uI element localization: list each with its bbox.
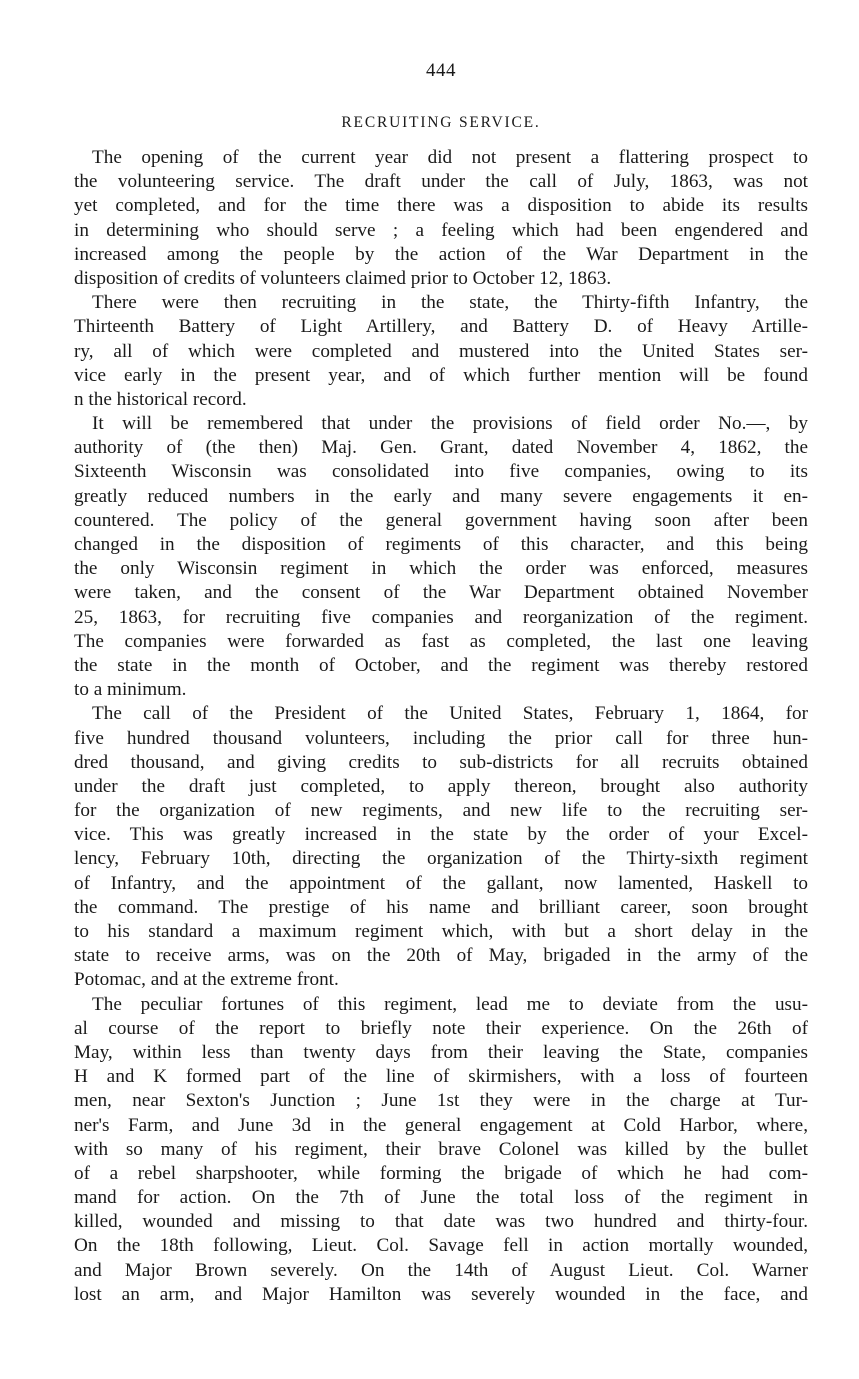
- text-line: There were then recruiting in the state, the Thirty-fifth Infantry, the: [92, 292, 808, 314]
- text-line: The peculiar fortunes of this regiment, lead me to deviate from the usu-: [92, 993, 808, 1015]
- text-line: lency, February 10th, directing the organization of the Thirty-sixth regiment: [74, 848, 808, 870]
- paragraph-1: [74, 146, 808, 291]
- text-line: countered. The policy of the general government having soon after been: [74, 509, 808, 531]
- text-line: The opening of the current year did not present a flattering prospect to: [92, 147, 808, 168]
- text-line: for the organization of new regiments, and new life to the recruiting ser-: [74, 800, 808, 822]
- running-head: RECRUITING SERVICE.: [341, 114, 541, 131]
- text-line: under the draft just completed, to apply thereon, brought also authority: [74, 775, 808, 797]
- paragraph-3: [74, 412, 808, 702]
- text-line: of Infantry, and the appointment of the gallant, now lamented, Haskell to: [74, 872, 808, 894]
- text-line: Sixteenth Wisconsin was consolidated into five companies, owing to its: [74, 461, 808, 483]
- text-line: men, near Sexton's Junction ; June 1st they were in the charge at Tur-: [74, 1090, 808, 1112]
- text-line: of a rebel sharpshooter, while forming the brigade of which he had com-: [74, 1162, 808, 1184]
- text-line: vice early in the present year, and of which further mention will be found: [74, 364, 808, 386]
- text-line: authority of (the then) Maj. Gen. Grant, dated November 4, 1862, the: [74, 437, 808, 459]
- text-line: five hundred thousand volunteers, including the prior call for three hun-: [74, 727, 808, 749]
- text-line: 25, 1863, for recruiting five companies and reorganization of the regiment.: [74, 606, 808, 628]
- text-line: yet completed, and for the time there was a disposition to abide its results: [74, 195, 808, 217]
- text-line: ner's Farm, and June 3d in the general engagement at Cold Harbor, where,: [74, 1114, 808, 1136]
- text-line: increased among the people by the action of the War Department in the: [74, 243, 808, 265]
- text-line: May, within less than twenty days from their leaving the State, companies: [74, 1041, 808, 1063]
- text-line: n the historical record.: [74, 388, 247, 410]
- document-page: [74, 60, 808, 1307]
- text-line: with so many of his regiment, their brave Colonel was killed by the bullet: [74, 1138, 808, 1160]
- text-line: Thirteenth Battery of Light Artillery, and Battery D. of Heavy Artille-: [74, 316, 808, 338]
- text-line: dred thousand, and giving credits to sub-districts for all recruits obtained: [74, 751, 808, 773]
- text-line: al course of the report to briefly note their experience. On the 26th of: [74, 1017, 808, 1039]
- text-line: Potomac, and at the extreme front.: [74, 969, 339, 991]
- text-line: vice. This was greatly increased in the state by the order of your Excel-: [74, 824, 808, 846]
- text-line: killed, wounded and missing to that date was two hundred and thirty-four.: [74, 1211, 808, 1233]
- text-line: the volunteering service. The draft under the call of July, 1863, was not: [74, 171, 808, 193]
- text-line: to his standard a maximum regiment which, with but a short delay in the: [74, 921, 808, 942]
- text-line: greatly reduced numbers in the early and many severe engagements it en-: [74, 485, 808, 507]
- text-line: ry, all of which were completed and mustered into the United States ser-: [74, 340, 808, 362]
- paragraph-5: [74, 993, 808, 1307]
- text-line: disposition of credits of volunteers claimed prior to October 12, 1863.: [74, 267, 612, 289]
- paragraph-4: [74, 702, 808, 992]
- text-line: to a minimum.: [74, 679, 187, 701]
- text-line: state to receive arms, was on the 20th of May, brigaded in the army of the: [74, 945, 808, 967]
- paragraph-2: [74, 291, 808, 412]
- text-line: The call of the President of the United States, February 1, 1864, for: [92, 703, 808, 725]
- text-line: the command. The prestige of his name and brilliant career, soon brought: [74, 896, 808, 918]
- text-line: changed in the disposition of regiments of this character, and this being: [74, 534, 808, 555]
- text-line: It will be remembered that under the provisions of field order No.—, by: [92, 413, 808, 435]
- text-line: H and K formed part of the line of skirmishers, with a loss of fourteen: [74, 1066, 808, 1088]
- text-line: in determining who should serve ; a feeling which had been engendered and: [74, 219, 808, 241]
- text-line: mand for action. On the 7th of June the total loss of the regiment in: [74, 1187, 808, 1209]
- text-line: were taken, and the consent of the War Department obtained November: [74, 582, 808, 604]
- text-line: On the 18th following, Lieut. Col. Savage fell in action mortally wounded,: [74, 1235, 808, 1257]
- page-number: 444: [426, 60, 456, 81]
- text-line: The companies were forwarded as fast as completed, the last one leaving: [74, 630, 808, 652]
- text-line: and Major Brown severely. On the 14th of August Lieut. Col. Warner: [74, 1259, 808, 1281]
- text-line: lost an arm, and Major Hamilton was severely wounded in the face, and: [74, 1283, 808, 1305]
- text-line: the only Wisconsin regiment in which the order was enforced, measures: [74, 558, 808, 580]
- text-line: the state in the month of October, and the regiment was thereby restored: [74, 654, 808, 676]
